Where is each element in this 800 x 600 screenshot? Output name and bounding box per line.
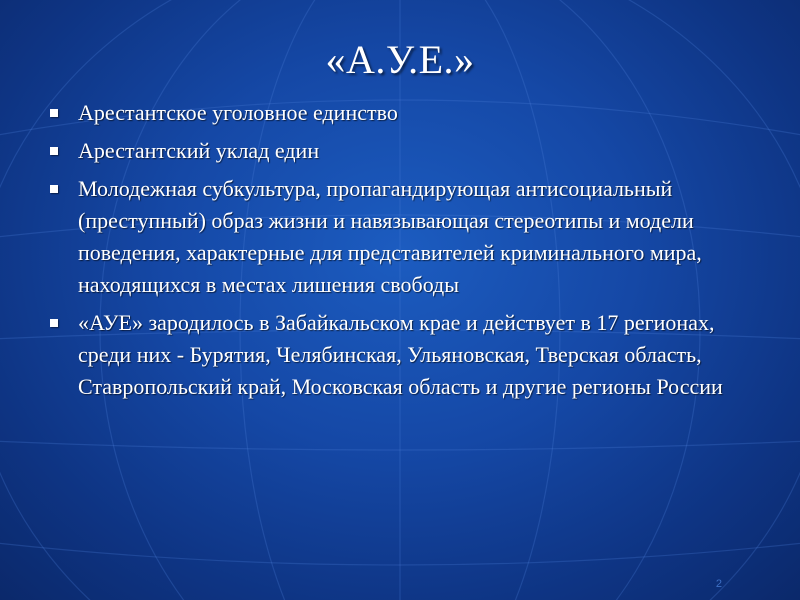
bullet-text: Молодежная субкультура, пропагандирующая антисоциальный (преступный) образ жизни и навязывающая стереотипы и модели поведения, характерные для представителей криминального мира, находящихся в местах лишения свободы [78, 176, 702, 297]
bullet-text: Арестантский уклад един [78, 138, 320, 163]
square-bullet-icon [50, 185, 58, 193]
bullet-text: «АУЕ» зародилось в Забайкальском крае и действует в 17 регионах, среди них - Бурятия, Челябинская, Ульяновская, Тверская область, Ставропольский край, Московская область и другие регионы России [78, 310, 723, 399]
slide-title: «А.У.Е.» [325, 37, 475, 82]
bullet-list [48, 97, 768, 409]
bullet-item [48, 173, 768, 301]
bullet-item [48, 307, 768, 403]
bullet-item [48, 97, 768, 129]
square-bullet-icon [50, 109, 58, 117]
page-number: 2 [715, 578, 722, 590]
square-bullet-icon [50, 319, 58, 327]
square-bullet-icon [50, 147, 58, 155]
bullet-item [48, 135, 768, 167]
bullet-text: Арестантское уголовное единство [78, 100, 398, 125]
